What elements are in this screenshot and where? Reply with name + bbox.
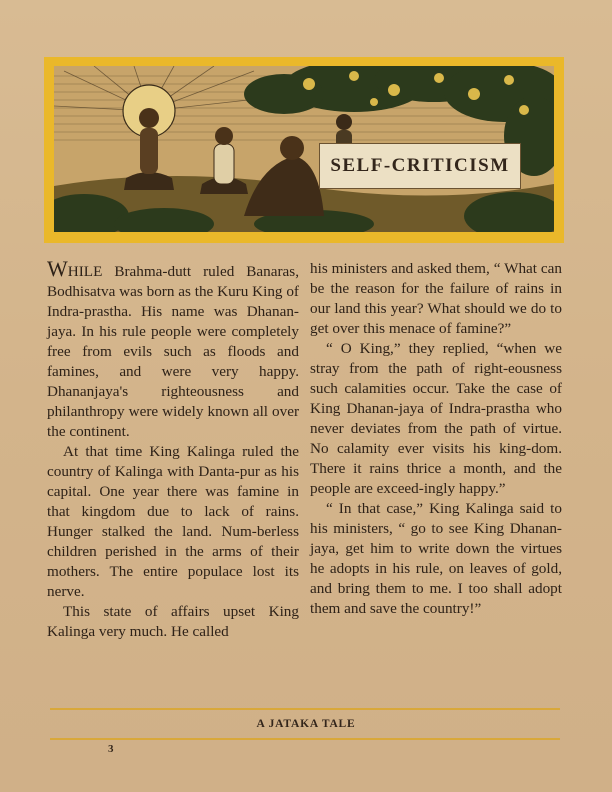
left-column [47, 256, 299, 642]
paragraph-4: his ministers and asked them, “ What can be the reason for the failure of rains in our land this year? What should we do to get over this menace of famine?” [310, 260, 562, 337]
paragraph-2: At that time King Kalinga ruled the country of Kalinga with Danta-pur as his capital. One year there was famine in that kingdom due to lack of rains. Hunger stalked the land. Num-berless children perished in the arms of their mothers. The entire populace lost its nerve. [47, 443, 299, 600]
right-column [310, 259, 562, 619]
paragraph-1 [47, 256, 299, 442]
header-banner [44, 57, 564, 243]
paragraph-3: This state of affairs upset King Kalinga very much. He called [47, 603, 299, 640]
series-title: A JATAKA TALE [256, 718, 356, 730]
footer-rule-bottom [50, 738, 560, 740]
footer-rule-top [50, 708, 560, 710]
paragraph-1-text: HILE Brahma-dutt ruled Banaras, Bodhisatva was born as the Kuru King of Indra-prastha. His name was Dhanan-jaya. In his rule people were completely free from evils such as floods and famines, and were very happy. Dhananjaya's righteousness and philanthropy were widely known all over the continent. [47, 263, 299, 440]
paragraph-6: “ In that case,” King Kalinga said to his ministers, “ go to see King Dhanan-jaya, get him to write down the virtues he adopts in his rule, on leaves of gold, and bring them to me. I too shall adopt them and save the country!” [310, 500, 562, 617]
drop-cap: W [47, 256, 68, 281]
page-number: 3 [108, 743, 114, 755]
story-title: SELF-CRITICISM [319, 143, 521, 189]
paragraph-5: “ O King,” they replied, “when we stray from the path of right-eousness such calamities occur. Take the case of King Dhanan-jaya of Indra-prastha who never deviates from the path of virtue. No calamity ever visits his king-dom. There it rains thrice a month, and the people are exceed-ingly happy.” [310, 340, 562, 497]
